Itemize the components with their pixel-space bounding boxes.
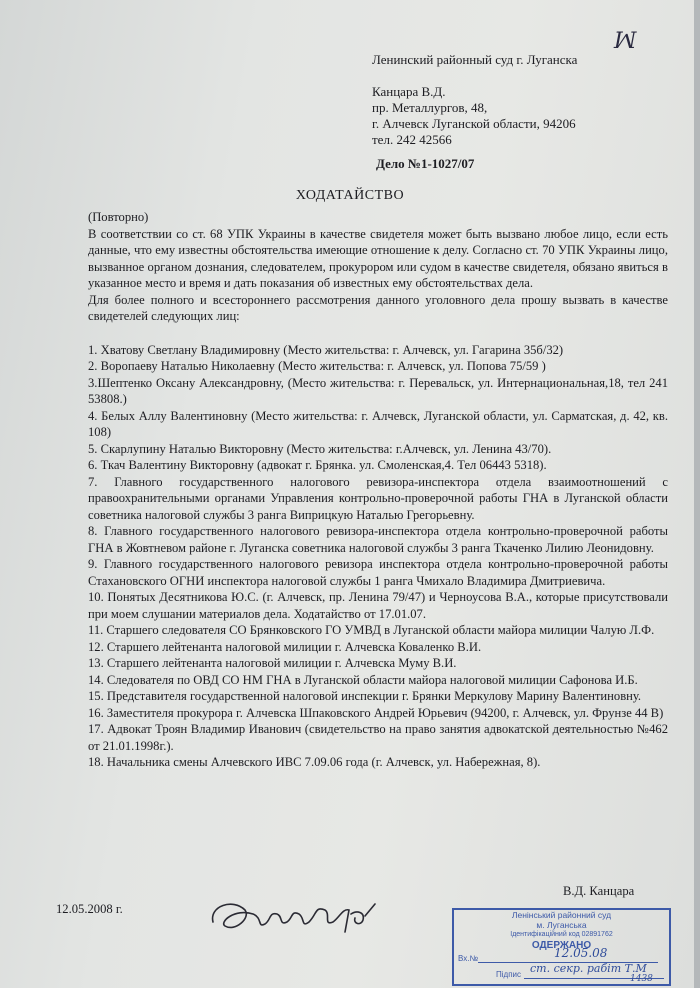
sender-phone: тел. 242 42566 <box>372 132 452 147</box>
witness-item: 17. Адвокат Троян Владимир Иванович (свидетельство на право занятия адвокатской деятельностью №462 от 21.01.1998г.). <box>88 722 668 753</box>
paragraph-legal-basis: В соответствии со ст. 68 УПК Украины в качестве свидетеля может быть вызвано любое лицо, если есть данные, что ему известны обстоятельства имеющие отношение к делу. Согласно ст. 70 УПК Украины лицо, вызванное органом дознания, следователем, прокурором или судом в качестве свидетеля, обязано явиться в указанное место и время и дать показания об известных ему обстоятельствах дела. <box>88 226 668 290</box>
repeat-note: (Повторно) <box>88 210 149 224</box>
witness-item: 18. Начальника смены Алчевского ИВС 7.09.06 года (г. Алчевск, ул. Набережная, 8). <box>88 755 541 769</box>
witness-item: 6. Ткач Валентину Викторовну (адвокат г. Брянка. ул. Смоленская,4. Тел 06443 5318). <box>88 458 547 472</box>
witness-item: 5. Скарлупину Наталью Викторовну (Место жительства: г.Алчевск, ул. Ленина 43/70). <box>88 441 552 456</box>
sender-block <box>372 84 576 148</box>
witness-list <box>88 342 668 771</box>
witness-item: 4. Белых Аллу Валентиновну (Место жительства: г. Алчевск, Луганской области, ул. Сарматская, д. 42, кв. 108) <box>88 408 668 439</box>
document-body <box>88 209 668 771</box>
witness-item: 1. Хватову Светлану Владимировну (Место жительства: г. Алчевск, ул. Гагарина 35б/32) <box>88 342 564 357</box>
witness-item: 3.Шептенко Оксану Александровну, (Место жительства: г. Перевальск, ул. Интернациональная,18, тел 241 53808.) <box>88 375 668 406</box>
stamp-received: ОДЕРЖАНО <box>531 940 592 951</box>
handwritten-signature <box>205 892 385 942</box>
stamp-code-line: Ідентифікаційний код 02891762 <box>510 931 613 938</box>
witness-item: 15. Представителя государственной налоговой инспекции г. Брянки Меркулову Марину Валентиновну. <box>88 689 642 703</box>
witness-item: 13. Старшего лейтенанта налоговой милиции г. Алчевска Муму В.И. <box>88 656 457 670</box>
stamp-number-handwritten: 1438 <box>630 974 653 984</box>
witness-item: 2. Воропаеву Наталью Николаевну (Место жительства: г. Алчевск, ул. Попова 75/59 ) <box>88 359 546 373</box>
sender-address-line1: пр. Металлургов, 48, <box>372 100 488 115</box>
sender-name: Канцара В.Д. <box>372 84 446 99</box>
document-title: ХОДАТАЙСТВО <box>295 188 405 203</box>
signer-name: В.Д. Канцара <box>563 884 635 898</box>
handwritten-initial: ꟽ <box>614 28 637 53</box>
stamp-in-label: Вх.№ <box>458 954 479 963</box>
witness-item: 12. Старшего лейтенанта налоговой милиции г. Алчевска Коваленко В.И. <box>88 639 482 654</box>
stamp-city-line: м. Луганська <box>536 920 587 930</box>
page-edge <box>694 0 700 988</box>
witness-item: 10. Понятых Десятникова Ю.С. (г. Алчевск, пр. Ленина 79/47) и Черноусова В.А., которые присутствовали при моем слушании материалов дела. Ходатайство от 17.01.07. <box>88 590 668 621</box>
court-name: Ленинский районный суд г. Луганска <box>372 52 578 67</box>
witness-item: 9. Главного государственного налогового ревизора инспектора отдела контрольно-проверочной работы Стахановского ОГНИ инспектора налоговой службы 1 ранга Чмихало Владимира Дмитриевича. <box>88 557 668 588</box>
witness-item: 16. Заместителя прокурора г. Алчевска Шпаковского Андрей Юрьевич (94200, г. Алчевск, ул. Фрунзе 44 В) <box>88 705 664 720</box>
court-received-stamp <box>452 908 671 986</box>
case-number: Дело №1-1027/07 <box>376 156 475 171</box>
stamp-sign-handwritten: ст. секр. рабіт Т.М <box>530 962 647 975</box>
stamp-date-handwritten: 12.05.08 <box>554 946 608 960</box>
document-date: 12.05.2008 г. <box>56 902 123 916</box>
witness-item: 14. Следователя по ОВД СО НМ ГНА в Луганской области майора налоговой милиции Сафонова И.Б. <box>88 672 638 687</box>
paragraph-request: Для более полного и всестороннего рассмотрения данного уголовного дела прошу вызвать в качестве свидетелей следующих лиц: <box>88 292 668 323</box>
witness-item: 8. Главного государственного налогового ревизора-инспектора отдела контрольно-проверочной работы ГНА в Жовтневом районе г. Луганска советника налоговой службы 3 ранга Ткаченко Лилию Леонидовну. <box>88 524 668 555</box>
witness-item: 7. Главного государственного налогового ревизора-инспектора отдела взаимоотношений с правоохранительными органами Управления контрольно-проверочной работы ГНА в Луганской области советника налоговой службы 3 ранга Виприцкую Наталью Грегорьевну. <box>88 474 668 522</box>
stamp-court-line: Ленінський районний суд <box>511 910 612 920</box>
sender-address-line2: г. Алчевск Луганской области, 94206 <box>372 116 576 131</box>
spacer <box>88 325 668 342</box>
witness-item: 11. Старшего следователя СО Брянковского ГО УМВД в Луганской области майора милиции Чалую Л.Ф. <box>88 623 655 637</box>
stamp-sign-label: Підпис <box>496 970 521 979</box>
